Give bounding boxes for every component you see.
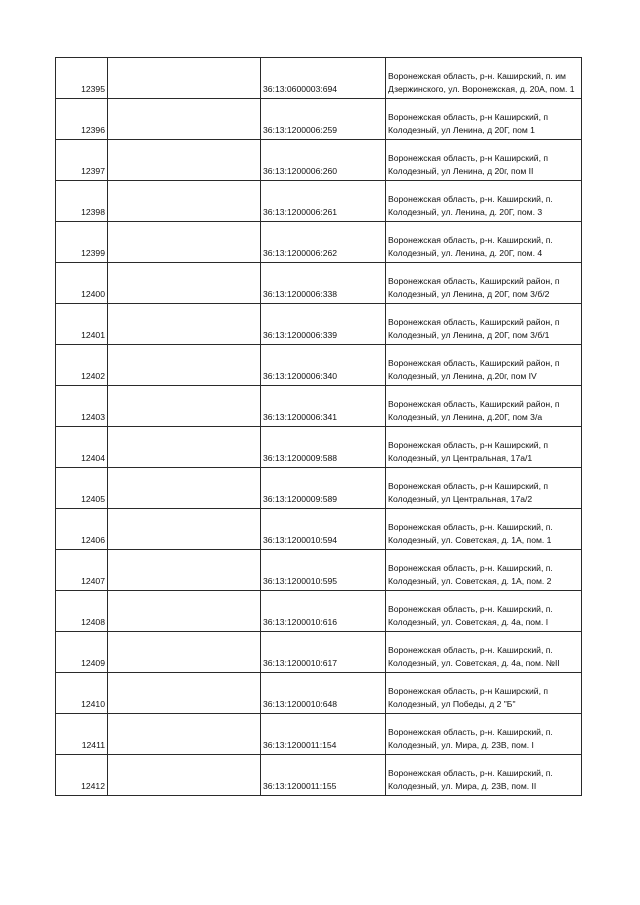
cadastral-number-cell: 36:13:1200010:594: [261, 509, 386, 550]
table-row: [56, 140, 582, 181]
row-number-cell: 12403: [56, 386, 108, 427]
cadastral-number-cell: 36:13:1200010:616: [261, 591, 386, 632]
row-number-cell: 12401: [56, 304, 108, 345]
row-number-cell: 12395: [56, 58, 108, 99]
empty-cell: [108, 427, 261, 468]
row-number-cell: 12407: [56, 550, 108, 591]
address-cell: Воронежская область, р-н. Каширский, п. Колодезный, ул. Ленина, д. 20Г, пом. 3: [386, 181, 582, 222]
table-row: [56, 550, 582, 591]
property-registry-table: [55, 57, 582, 796]
cadastral-number-cell: 36:13:1200010:648: [261, 673, 386, 714]
row-number-cell: 12397: [56, 140, 108, 181]
empty-cell: [108, 550, 261, 591]
row-number-cell: 12406: [56, 509, 108, 550]
row-number-cell: 12412: [56, 755, 108, 796]
empty-cell: [108, 386, 261, 427]
empty-cell: [108, 714, 261, 755]
cadastral-number-cell: 36:13:1200009:588: [261, 427, 386, 468]
address-cell: Воронежская область, р-н Каширский, п Колодезный, ул Ленина, д 20г, пом II: [386, 140, 582, 181]
empty-cell: [108, 99, 261, 140]
row-number-cell: 12405: [56, 468, 108, 509]
address-cell: Воронежская область, Каширский район, п Колодезный, ул Ленина, д 20Г, пом 3/б/2: [386, 263, 582, 304]
address-cell: Воронежская область, р-н. Каширский, п. Колодезный, ул. Советская, д. 4а, пом. №II: [386, 632, 582, 673]
table-row: [56, 58, 582, 99]
row-number-cell: 12411: [56, 714, 108, 755]
table-row: [56, 263, 582, 304]
registry-table-body: [56, 58, 582, 796]
address-cell: Воронежская область, р-н Каширский, п Колодезный, ул Центральная, 17а/1: [386, 427, 582, 468]
empty-cell: [108, 58, 261, 99]
document-page: [55, 57, 581, 796]
address-cell: Воронежская область, р-н. Каширский, п. Колодезный, ул. Советская, д. 4а, пом. I: [386, 591, 582, 632]
cadastral-number-cell: 36:13:1200006:259: [261, 99, 386, 140]
row-number-cell: 12399: [56, 222, 108, 263]
address-cell: Воронежская область, Каширский район, п Колодезный, ул Ленина, д.20Г, пом 3/а: [386, 386, 582, 427]
address-cell: Воронежская область, Каширский район, п Колодезный, ул Ленина, д.20г, пом IV: [386, 345, 582, 386]
table-row: [56, 673, 582, 714]
address-cell: Воронежская область, р-н. Каширский, п. Колодезный, ул. Советская, д. 1А, пом. 2: [386, 550, 582, 591]
cadastral-number-cell: 36:13:1200010:595: [261, 550, 386, 591]
table-row: [56, 632, 582, 673]
empty-cell: [108, 345, 261, 386]
empty-cell: [108, 222, 261, 263]
table-row: [56, 509, 582, 550]
table-row: [56, 345, 582, 386]
address-cell: Воронежская область, р-н Каширский, п Колодезный, ул Победы, д 2 "Б": [386, 673, 582, 714]
address-cell: Воронежская область, р-н. Каширский, п. им Дзержинского, ул. Воронежская, д. 20А, пом. 1: [386, 58, 582, 99]
address-cell: Воронежская область, р-н. Каширский, п. Колодезный, ул. Мира, д. 23В, пом. II: [386, 755, 582, 796]
address-cell: Воронежская область, р-н. Каширский, п. Колодезный, ул. Советская, д. 1А, пом. 1: [386, 509, 582, 550]
address-cell: Воронежская область, Каширский район, п Колодезный, ул Ленина, д 20Г, пом 3/б/1: [386, 304, 582, 345]
address-cell: Воронежская область, р-н. Каширский, п. Колодезный, ул. Ленина, д. 20Г, пом. 4: [386, 222, 582, 263]
cadastral-number-cell: 36:13:1200006:262: [261, 222, 386, 263]
table-row: [56, 755, 582, 796]
cadastral-number-cell: 36:13:1200006:341: [261, 386, 386, 427]
row-number-cell: 12396: [56, 99, 108, 140]
cadastral-number-cell: 36:13:1200009:589: [261, 468, 386, 509]
row-number-cell: 12408: [56, 591, 108, 632]
address-cell: Воронежская область, р-н Каширский, п Колодезный, ул Ленина, д 20Г, пом 1: [386, 99, 582, 140]
cadastral-number-cell: 36:13:1200006:261: [261, 181, 386, 222]
row-number-cell: 12398: [56, 181, 108, 222]
empty-cell: [108, 140, 261, 181]
empty-cell: [108, 755, 261, 796]
table-row: [56, 304, 582, 345]
cadastral-number-cell: 36:13:1200006:260: [261, 140, 386, 181]
table-row: [56, 591, 582, 632]
empty-cell: [108, 304, 261, 345]
empty-cell: [108, 509, 261, 550]
table-row: [56, 386, 582, 427]
empty-cell: [108, 468, 261, 509]
row-number-cell: 12402: [56, 345, 108, 386]
cadastral-number-cell: 36:13:1200006:339: [261, 304, 386, 345]
address-cell: Воронежская область, р-н. Каширский, п. Колодезный, ул. Мира, д. 23В, пом. I: [386, 714, 582, 755]
cadastral-number-cell: 36:13:1200011:155: [261, 755, 386, 796]
table-row: [56, 714, 582, 755]
empty-cell: [108, 591, 261, 632]
empty-cell: [108, 673, 261, 714]
table-row: [56, 222, 582, 263]
address-cell: Воронежская область, р-н Каширский, п Колодезный, ул Центральная, 17а/2: [386, 468, 582, 509]
cadastral-number-cell: 36:13:0600003:694: [261, 58, 386, 99]
row-number-cell: 12409: [56, 632, 108, 673]
cadastral-number-cell: 36:13:1200006:340: [261, 345, 386, 386]
table-row: [56, 99, 582, 140]
row-number-cell: 12410: [56, 673, 108, 714]
empty-cell: [108, 181, 261, 222]
empty-cell: [108, 263, 261, 304]
cadastral-number-cell: 36:13:1200010:617: [261, 632, 386, 673]
table-row: [56, 468, 582, 509]
row-number-cell: 12404: [56, 427, 108, 468]
cadastral-number-cell: 36:13:1200006:338: [261, 263, 386, 304]
table-row: [56, 427, 582, 468]
empty-cell: [108, 632, 261, 673]
table-row: [56, 181, 582, 222]
cadastral-number-cell: 36:13:1200011:154: [261, 714, 386, 755]
row-number-cell: 12400: [56, 263, 108, 304]
